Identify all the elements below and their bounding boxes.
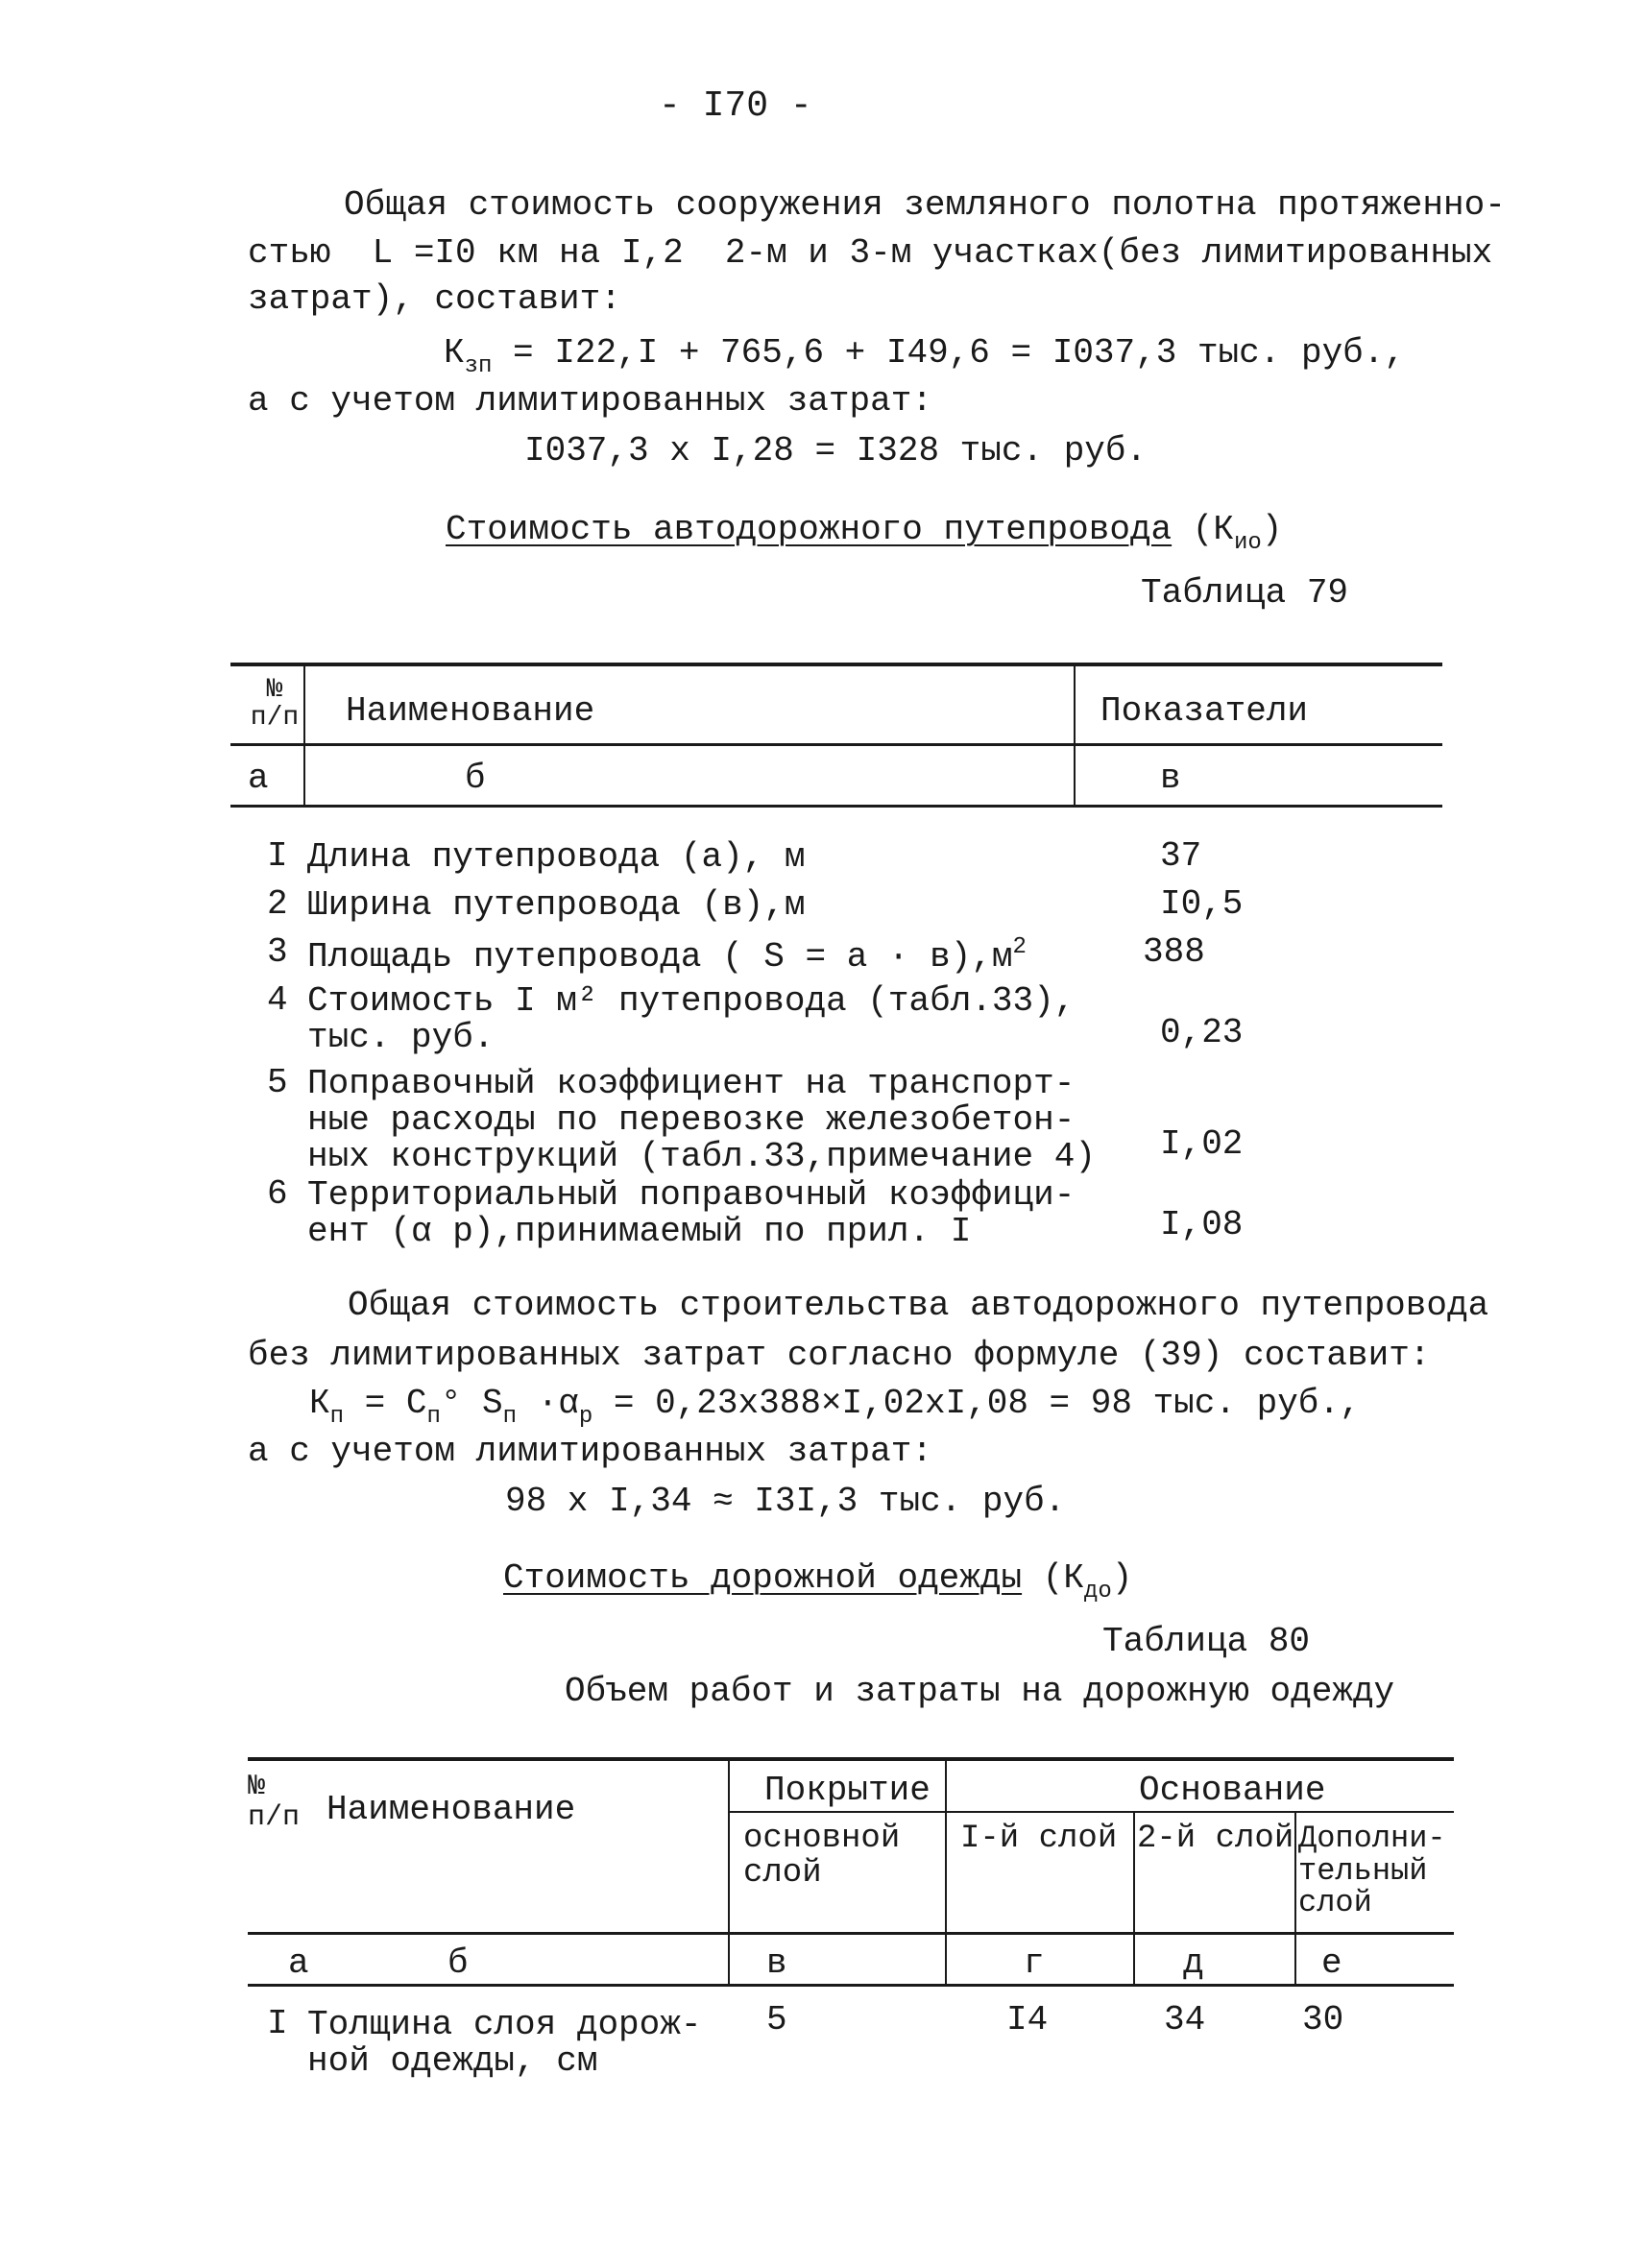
table79-row5-no: 5 [267, 1063, 288, 1102]
table80-top-rule [248, 1757, 1454, 1761]
table79-row2-no: 2 [267, 884, 288, 924]
table80-row1-additional: 30 [1302, 2000, 1344, 2039]
table79-header-rule [230, 743, 1442, 746]
table80-header-layer1: I-й слой [960, 1821, 1118, 1857]
para1-line2: стью L =I0 км на I,2 2-м и 3-м участках(без лимитированных [248, 233, 1493, 273]
table80-letter-v: в [766, 1943, 787, 1983]
table80-row1-main: 5 [766, 2000, 787, 2039]
table80-col-divider-2 [945, 1757, 947, 1984]
table79-row6-no: 6 [267, 1174, 288, 1214]
section-title-overpass: Стоимость автодорожного путепровода $(К_{ио})$ [446, 510, 1283, 556]
table79-row3-no: 3 [267, 932, 288, 972]
para1-tail: а с учетом лимитированных затрат: [248, 381, 932, 421]
table79-header-name: Наименование [346, 691, 595, 731]
table79-row4-name: Стоимость I м² путепровода (табл.33), тыс. руб. [307, 981, 1076, 1057]
table79-letter-rule [230, 805, 1442, 808]
table79-top-rule [230, 663, 1442, 666]
para2-line1: Общая стоимость строительства автодорожного путепровода [348, 1286, 1489, 1325]
table80-letter-b: б [447, 1943, 469, 1983]
page-number: - I70 - [659, 85, 812, 127]
table80-col-divider-4 [1294, 1811, 1296, 1984]
table80-col-divider-3 [1133, 1811, 1135, 1984]
table80-header-base: Основание [1139, 1771, 1326, 1810]
table80-header-name: Наименование [326, 1790, 576, 1829]
table79-row1-value: 37 [1160, 836, 1202, 876]
table80-letter-rule [248, 1984, 1454, 1987]
para2-line2: без лимитированных затрат согласно формуле (39) составит: [248, 1336, 1431, 1375]
table79-row5-value: I,02 [1160, 1124, 1244, 1164]
table80-letter-a: а [288, 1943, 309, 1983]
table79-row3-name: Площадь путепровода ( $S = а \cdot в),м^2$ [307, 934, 1027, 977]
table79-row5-name: Поправочный коэффициент на транспорт- ные расходы по перевозке железобетон- ных конструкций (табл.33,примечание 4) [307, 1064, 1096, 1176]
formula-k-zp: $К_{зп} = I22,I + 765,6 + I49,6 = I037,3$ тыс. руб., [444, 333, 1405, 379]
table79-letter-v: в [1160, 759, 1181, 798]
table79-row2-name: Ширина путепровода (в),м [307, 885, 806, 925]
table80-header-no: № п/п [248, 1771, 301, 1834]
para1-line1: Общая стоимость сооружения земляного полотна протяженно- [344, 185, 1506, 225]
table79-header-no: № п/п [250, 675, 300, 734]
formula-k-p: $К_п = С_п^\circ$ $S_п \cdot\alpha_р = 0,23x388\times I,02xI,08 = 98$ тыс. руб., [309, 1384, 1361, 1430]
table80-col-divider-1 [728, 1757, 730, 1984]
table79-row4-no: 4 [267, 980, 288, 1020]
table79-caption: Таблица 79 [1141, 573, 1349, 613]
table79-col-divider-2 [1074, 663, 1076, 805]
table80-subtitle: Объем работ и затраты на дорожную одежду [565, 1672, 1395, 1711]
table79-row2-value: I0,5 [1160, 884, 1244, 924]
table79-row6-name: Территориальный поправочный коэффици- ент (α р),принимаемый по прил. I [307, 1175, 1076, 1251]
table79-row1-name: Длина путепровода (а), м [307, 837, 806, 877]
table79-letter-a: а [248, 759, 269, 798]
table80-header-main-layer: основной слой [743, 1821, 901, 1892]
table79-row1-no: I [267, 836, 288, 876]
table80-group-rule [728, 1811, 1454, 1813]
table80-header-cover: Покрытие [764, 1771, 931, 1810]
para1-line3: затрат), составит: [248, 279, 621, 319]
table79-row6-value: I,08 [1160, 1205, 1244, 1244]
table80-row1-layer1: I4 [1006, 2000, 1049, 2039]
table80-letter-d: д [1183, 1943, 1204, 1983]
formula-limited-1: I037,3 x I,28 = I328 тыс. руб. [524, 431, 1148, 470]
table79-letter-b: б [465, 759, 486, 798]
para2-tail: а с учетом лимитированных затрат: [248, 1432, 932, 1471]
table79-header-value: Показатели [1100, 691, 1309, 731]
table80-letter-e: е [1321, 1943, 1342, 1983]
table79-row4-value: 0,23 [1160, 1013, 1244, 1052]
table80-header-additional-layer: Дополни- тельный слой [1298, 1821, 1446, 1921]
formula-limited-2: 98 x I,34 ≈ I3I,3 тыс. руб. [505, 1482, 1066, 1521]
table80-letter-g: г [1024, 1943, 1045, 1983]
table80-header-rule [248, 1932, 1454, 1935]
table80-row1-no: I [267, 2004, 288, 2043]
table79-col-divider-1 [303, 663, 305, 805]
table80-header-layer2: 2-й слой [1137, 1821, 1294, 1857]
section-title-pavement: Стоимость дорожной одежды $(К_{до})$ [503, 1558, 1133, 1604]
table80-row1-name: Толщина слоя дорож- ной одежды, см [307, 2005, 702, 2081]
table80-caption: Таблица 80 [1102, 1622, 1311, 1661]
table79-row3-value: 388 [1143, 932, 1205, 972]
table80-row1-layer2: 34 [1164, 2000, 1206, 2039]
